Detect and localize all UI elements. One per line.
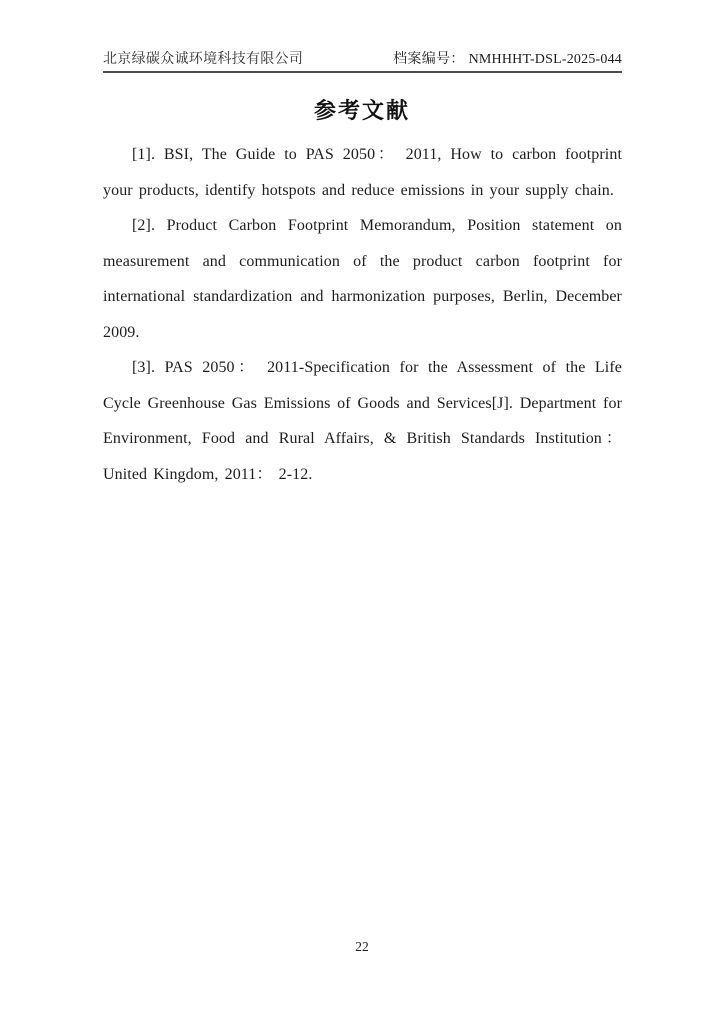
page-number: 22 (355, 939, 369, 954)
page-header (103, 51, 622, 73)
reference-item-1: [1]. BSI, The Guide to PAS 2050： 2011, How to carbon footprint your products, identify hotspots and reduce emissions in your supply chain. (103, 146, 622, 199)
header-doc-number (393, 51, 622, 68)
page-title: 参考文献 (313, 98, 410, 123)
references-list (103, 137, 622, 492)
doc-number-label: 档案编号： (393, 52, 465, 67)
reference-item-3: [3]. PAS 2050： 2011-Specification for the Assessment of the Life Cycle Greenhouse Gas Emissions of Goods and Services[J]. Department for Environment, Food and Rural Affairs, & British Standards Institution： United Kingdom, 2011： 2-12. (103, 359, 622, 483)
page-footer (0, 939, 724, 955)
doc-number-value: NMHHHT-DSL-2025-044 (468, 52, 622, 67)
header-company-name: 北京绿碳众诚环境科技有限公司 (103, 52, 304, 67)
reference-item-2: [2]. Product Carbon Footprint Memorandum, Position statement on measurement and communication of the product carbon footprint for international standardization and harmonization purposes, Berlin, December 2009. (103, 217, 622, 341)
